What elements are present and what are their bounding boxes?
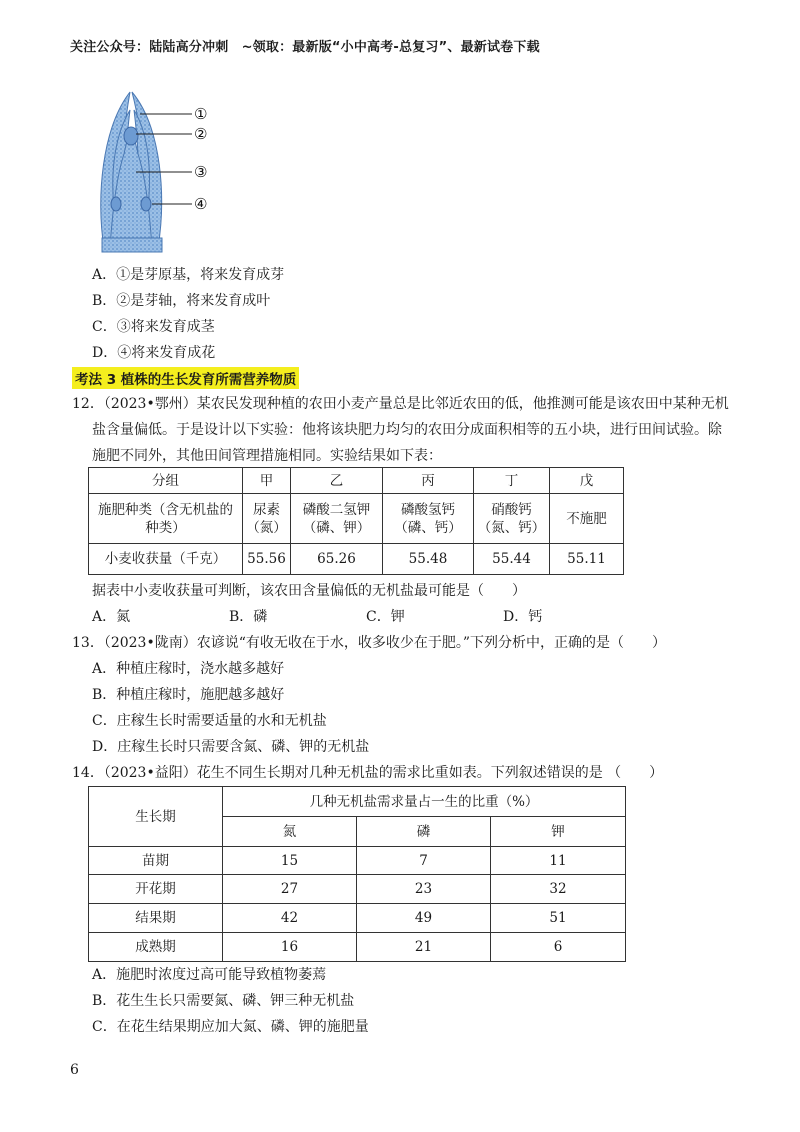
q13-option-a: A．种植庄稼时，浇水越多越好 <box>92 661 285 677</box>
q12-header-cell: 戊 <box>550 468 624 494</box>
q12-yield-cell: 55.56 <box>243 544 291 575</box>
fertilizer-name: 磷酸氢钙 <box>401 501 455 518</box>
q12-yield-cell: 65.26 <box>291 544 383 575</box>
figure-label-2: ② <box>194 125 208 143</box>
q14-stage-cell: 结果期 <box>89 904 223 933</box>
fertilizer-name: 硝酸钙 <box>491 501 532 518</box>
q14-stage-cell: 开花期 <box>89 875 223 904</box>
figure-label-1: ① <box>194 105 208 123</box>
q14-element-header: 磷 <box>357 817 491 847</box>
q14-stem: 14．（2023•益阳）花生不同生长期对几种无机盐的需求比重如表。下列叙述错误的是 （ ） <box>72 765 664 781</box>
fertilizer-element: （磷、钾） <box>302 519 371 536</box>
q14-value-cell: 51 <box>491 904 626 933</box>
bud-diagram <box>92 88 222 256</box>
q14-stage-header: 生长期 <box>89 787 223 847</box>
prev-option-d: D．④将来发育成花 <box>92 345 216 361</box>
q12-stem-line-2: 盐含量偏低。于是设计以下实验：他将该块肥力均匀的农田分成面积相等的五小块，进行田间试验。除 <box>92 422 722 438</box>
fertilizer-name: 磷酸二氢钾 <box>302 501 371 518</box>
q12-header-cell: 丙 <box>383 468 474 494</box>
q14-option-a: A．施肥时浓度过高可能导致植物萎蔫 <box>92 967 327 983</box>
q14-option-b: B．花生生长只需要氮、磷、钾三种无机盐 <box>92 993 355 1009</box>
q14-table-row <box>89 904 626 933</box>
fertilizer-name: 不施肥 <box>566 510 607 527</box>
q14-table-row <box>89 933 626 962</box>
q12-fertilizer-cell <box>474 494 550 544</box>
q12-table-header-row <box>89 468 624 494</box>
q14-value-cell: 32 <box>491 875 626 904</box>
label-line: 施肥种类（含无机盐的 <box>98 501 233 518</box>
q12-after-table: 据表中小麦收获量可判断，该农田含量偏低的无机盐最可能是（ ） <box>92 583 526 599</box>
q14-table <box>88 786 626 962</box>
q14-value-cell: 21 <box>357 933 491 962</box>
q14-value-cell: 23 <box>357 875 491 904</box>
q14-table-row <box>89 847 626 875</box>
q14-header-row-1 <box>89 787 626 817</box>
q12-fertilizer-cell <box>291 494 383 544</box>
q12-fertilizer-cell <box>243 494 291 544</box>
q12-stem-line-3: 施肥不同外，其他田间管理措施相同。实验结果如下表： <box>92 448 442 464</box>
figure-label-3: ③ <box>194 163 208 181</box>
q12-yield-cell: 55.48 <box>383 544 474 575</box>
q14-element-header: 氮 <box>223 817 357 847</box>
q12-option-b: B．磷 <box>229 609 268 625</box>
page-number: 6 <box>70 1062 79 1078</box>
q12-yield-label: 小麦收获量（千克） <box>89 544 243 575</box>
prev-option-b: B．②是芽轴，将来发育成叶 <box>92 293 271 309</box>
q14-stage-cell: 苗期 <box>89 847 223 875</box>
bud-diagram-svg <box>92 88 222 256</box>
fertilizer-element: （氮、钙） <box>477 519 546 536</box>
q12-header-cell: 乙 <box>291 468 383 494</box>
prev-option-c: C．③将来发育成茎 <box>92 319 215 335</box>
q14-value-cell: 16 <box>223 933 357 962</box>
q12-table-wrap <box>88 467 624 575</box>
q13-option-c: C．庄稼生长时需要适量的水和无机盐 <box>92 713 327 729</box>
fertilizer-element: （磷、钙） <box>394 519 462 536</box>
q14-group-header: 几种无机盐需求量占一生的比重（%） <box>223 787 626 817</box>
q13-stem: 13．（2023•陇南）农谚说“有收无收在于水，收多收少在于肥。”下列分析中，正确的是（ ） <box>72 635 667 651</box>
q12-options <box>92 607 640 627</box>
q12-stem-line-1: 12．（2023•鄂州）某农民发现种植的农田小麦产量总是比邻近农田的低，他推测可能是该农田中某种无机 <box>72 396 729 412</box>
q12-header-cell: 分组 <box>89 468 243 494</box>
figure-label-4: ④ <box>194 195 208 213</box>
q14-value-cell: 6 <box>491 933 626 962</box>
q12-table <box>88 467 624 575</box>
fertilizer-name: 尿素 <box>253 501 280 518</box>
q14-value-cell: 42 <box>223 904 357 933</box>
q12-fertilizer-cell <box>550 494 624 544</box>
q14-value-cell: 27 <box>223 875 357 904</box>
q12-option-d: D．钙 <box>503 609 543 625</box>
prev-option-a: A．①是芽原基，将来发育成芽 <box>92 267 285 283</box>
q14-value-cell: 15 <box>223 847 357 875</box>
q14-value-cell: 49 <box>357 904 491 933</box>
q12-yield-row <box>89 544 624 575</box>
q13-option-d: D．庄稼生长时只需要含氮、磷、钾的无机盐 <box>92 739 370 755</box>
q12-fertilizer-row <box>89 494 624 544</box>
q14-stage-cell: 成熟期 <box>89 933 223 962</box>
q12-option-c: C．钾 <box>366 609 405 625</box>
q14-element-header: 钾 <box>491 817 626 847</box>
q12-fertilizer-cell <box>383 494 474 544</box>
q12-header-cell: 甲 <box>243 468 291 494</box>
section-heading: 考法 3 植株的生长发育所需营养物质 <box>72 367 299 389</box>
q12-yield-cell: 55.44 <box>474 544 550 575</box>
q14-value-cell: 7 <box>357 847 491 875</box>
q14-option-c: C．在花生结果期应加大氮、磷、钾的施肥量 <box>92 1019 369 1035</box>
q12-header-cell: 丁 <box>474 468 550 494</box>
q13-option-b: B．种植庄稼时，施肥越多越好 <box>92 687 285 703</box>
fertilizer-element: （氮） <box>246 519 287 536</box>
q14-table-row <box>89 875 626 904</box>
page-header: 关注公众号：陆陆高分冲刺 ~领取：最新版“小中高考-总复习”、最新试卷下载 <box>70 40 540 55</box>
label-line: 种类） <box>145 519 186 536</box>
q14-table-wrap <box>88 786 626 962</box>
q12-option-a: A．氮 <box>92 609 131 625</box>
q12-yield-cell: 55.11 <box>550 544 624 575</box>
q12-fertilizer-label <box>89 494 243 544</box>
q14-value-cell: 11 <box>491 847 626 875</box>
